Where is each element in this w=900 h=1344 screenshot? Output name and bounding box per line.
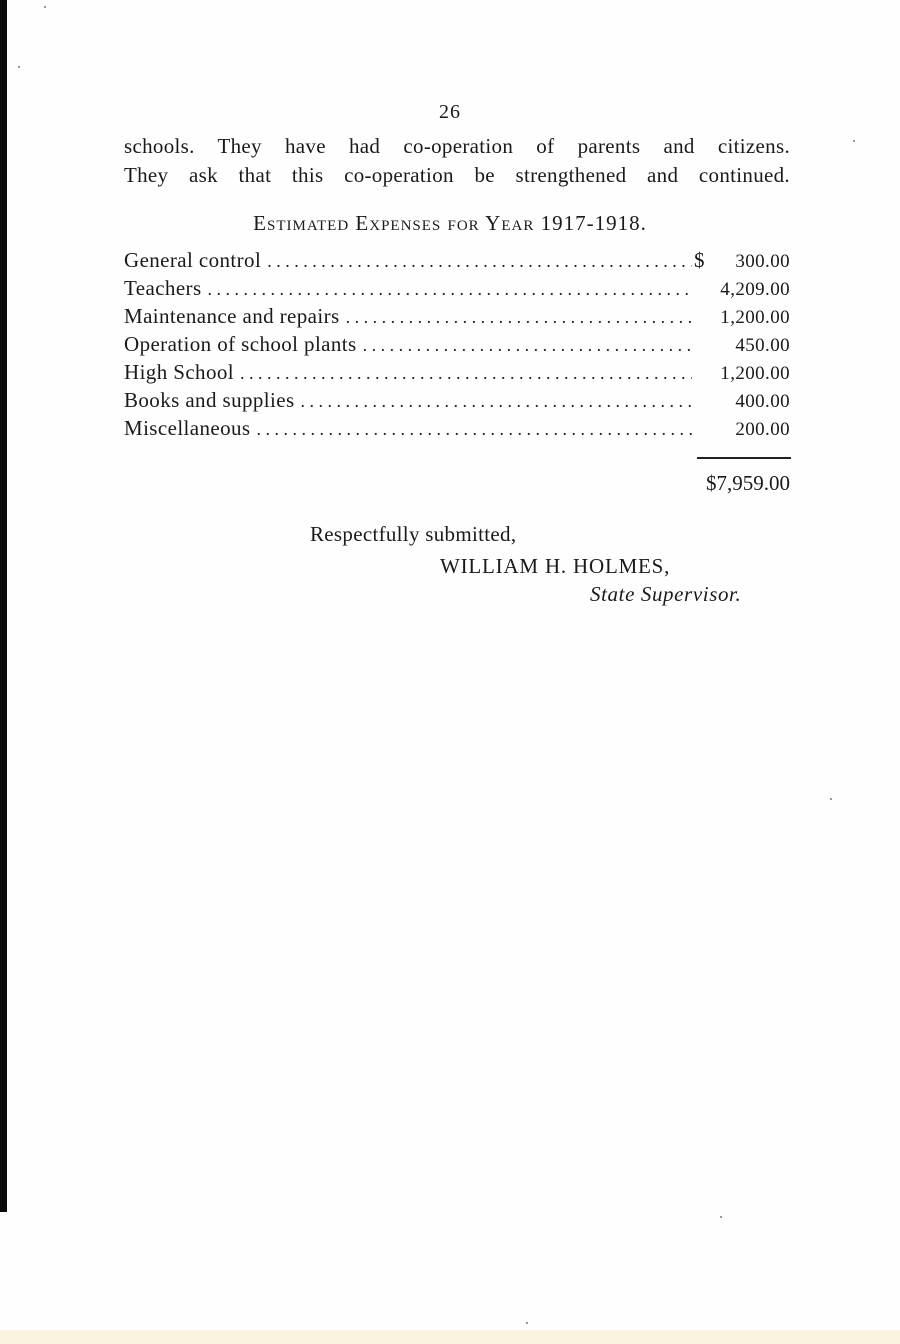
expense-row [124, 304, 790, 332]
expense-amount: 450.00 [735, 335, 790, 356]
expense-label: Miscellaneous [124, 416, 251, 440]
expense-row [124, 248, 790, 276]
dot-leader [301, 391, 692, 412]
expense-amount: 200.00 [735, 419, 790, 440]
body-paragraph [124, 132, 790, 190]
dot-leader [363, 335, 692, 356]
expense-label: High School [124, 360, 234, 384]
dot-leader [346, 307, 692, 328]
dot-leader [267, 251, 692, 272]
scan-speck [853, 140, 855, 142]
expense-row [124, 360, 790, 388]
scan-bottom-edge [0, 1330, 900, 1344]
expense-label: Teachers [124, 276, 202, 300]
signer-title: State Supervisor. [590, 582, 742, 606]
scan-speck [830, 798, 832, 800]
scan-speck [720, 1216, 722, 1218]
body-line: schools. They have had co-operation of parents and citizens. [124, 134, 790, 158]
scan-speck [44, 6, 46, 8]
expense-amount: 1,200.00 [720, 307, 790, 328]
signer-name: WILLIAM H. HOLMES, [440, 554, 671, 578]
dot-leader [257, 419, 692, 440]
expense-label: Operation of school plants [124, 332, 357, 356]
expense-row [124, 332, 790, 360]
closing-phrase: Respectfully submitted, [310, 522, 517, 546]
expense-amount: 400.00 [735, 391, 790, 412]
expenses-total: $7,959.00 [706, 471, 790, 495]
expense-label: General control [124, 248, 262, 272]
expense-row [124, 276, 790, 304]
page-number: 26 [439, 101, 461, 123]
expense-amount: 1,200.00 [720, 363, 790, 384]
expense-amount: 4,209.00 [720, 279, 790, 300]
total-rule [697, 457, 791, 459]
expense-row [124, 416, 790, 444]
scan-binding-edge [0, 0, 7, 1212]
scan-speck [18, 66, 20, 68]
expense-row [124, 388, 790, 416]
expense-amount: 300.00 [735, 251, 790, 272]
scan-speck [526, 1322, 528, 1324]
currency-symbol: $ [694, 248, 705, 272]
expenses-heading: Estimated Expenses for Year 1917-1918. [253, 211, 647, 235]
expense-label: Books and supplies [124, 388, 295, 412]
body-line: They ask that this co-operation be strengthened and continued. [124, 163, 790, 187]
dot-leader [208, 279, 692, 300]
expense-label: Maintenance and repairs [124, 304, 340, 328]
expense-table [124, 248, 790, 444]
dot-leader [240, 363, 692, 384]
